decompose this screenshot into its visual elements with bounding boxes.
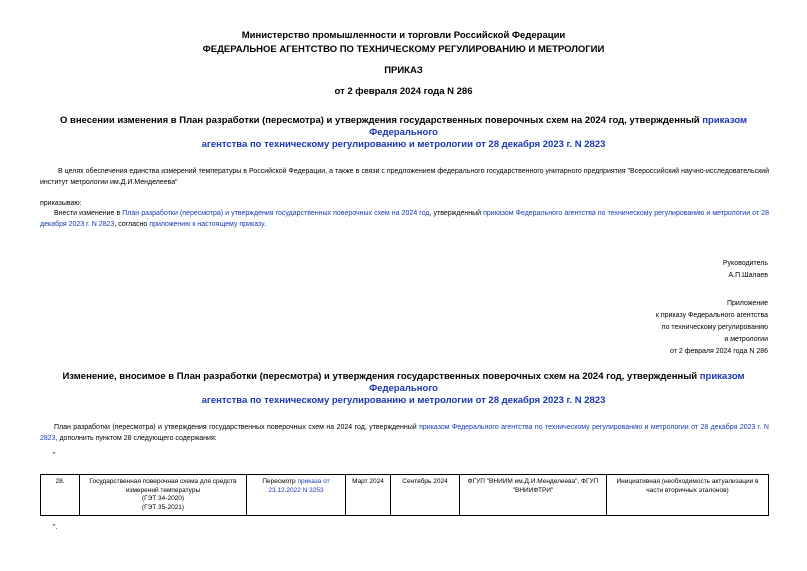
agency-name: ФЕДЕРАЛЬНОЕ АГЕНТСТВО ПО ТЕХНИЧЕСКОМУ РЕГУЛИРОВАНИЮ И МЕТРОЛОГИИ	[202, 44, 605, 55]
preamble-paragraph: В целях обеспечения единства измерений температуры в Российской Федерации, а также в связи с предложением федерального государственного унитарного предприятия "Всероссийский научно-исследовательский институт метрологии им.Д.И.Менделеева"	[40, 168, 769, 186]
signature-role: Руководитель	[722, 260, 768, 267]
instruction-text: , утвержденный	[429, 210, 484, 217]
appendix-title	[30, 371, 777, 407]
appendix-order-link-cont[interactable]: г. N 2823	[40, 424, 769, 442]
cell-number: 28.	[41, 475, 80, 516]
instruction-text: Внести изменение в	[54, 210, 123, 217]
appendix-order-link[interactable]: приказом Федерального агентства по техническому регулированию и метрологии от 28 декабря 2023	[419, 424, 756, 431]
cell-developers: ФГУП "ВНИИМ им.Д.И.Менделеева", ФГУП "ВНИИФТРИ"	[460, 475, 607, 516]
quote-close: ".	[53, 524, 58, 531]
order-label: ПРИКАЗ	[384, 65, 423, 76]
cell-end-date: Сентябрь 2024	[391, 475, 460, 516]
appendix-ref-line: и метрологии	[724, 336, 768, 343]
order-title	[30, 115, 777, 151]
appendix-reference	[656, 298, 768, 358]
work-type-text: Пересмотр	[262, 478, 298, 485]
instruction-paragraph	[40, 208, 769, 230]
title-text: О внесении изменения в План разработки (пересмотра) и утверждения государственных поверочных схем на 2024 год, утвержденный	[59, 115, 703, 126]
appendix-ref-line: Приложение	[726, 300, 768, 307]
scheme-name-line: измерений температуры	[125, 486, 201, 494]
cell-work-type	[247, 475, 346, 516]
cell-scheme-name	[80, 475, 247, 516]
order-date: от 2 февраля 2024 года N 286	[334, 86, 473, 97]
scheme-name-line: (ГЭТ 35-2021)	[141, 503, 185, 511]
scheme-name-line: (ГЭТ 34-2020)	[141, 495, 185, 502]
instruction-text: .	[263, 221, 266, 228]
order-link[interactable]: приказом Федерального агентства по техническому регулированию и метрологии от 28 декабря 2023 г. N 2823	[40, 210, 769, 228]
signature-block	[723, 258, 768, 282]
appendix-text: План разработки (пересмотра) и утверждения государственных поверочных схем на 2024 год, утвержденный	[54, 424, 420, 431]
order-word: приказываю:	[40, 200, 82, 207]
ministry-name: Министерство промышленности и торговли Российской Федерации	[241, 30, 566, 41]
appendix-ref-line: к приказу Федерального агентства	[655, 312, 768, 319]
quote-open: "	[53, 452, 56, 459]
title-link-order-cont[interactable]: агентства по техническому регулированию и метрологии от 28 декабря 2023 г. N 2823	[201, 139, 606, 150]
appendix-ref-line: по техническому регулированию	[661, 324, 768, 331]
scheme-name-line: Государственная поверочная схема для средств	[89, 478, 237, 485]
plan-table	[40, 474, 769, 516]
plan-link[interactable]: План разработки (пересмотра) и утверждения государственных поверочных схем на 2024 год	[122, 210, 430, 217]
appendix-title-link[interactable]: приказом Федерального	[369, 371, 745, 394]
appendix-title-text: Изменение, вносимое в План разработки (пересмотра) и утверждения государственных поверочных схем на 2024 год, утвержденный	[62, 371, 700, 382]
appendix-paragraph	[40, 422, 769, 444]
appendix-title-link-cont[interactable]: агентства по техническому регулированию и метрологии от 28 декабря 2023 г. N 2823	[201, 395, 606, 406]
table-row	[41, 475, 769, 516]
appendix-text: , дополнить пунктом 28 следующего содержания:	[55, 435, 217, 442]
appendix-link[interactable]: приложению к настоящему приказу	[149, 221, 264, 228]
cell-reason: Инициативная (необходимость актуализации в части вторичных эталонов)	[607, 475, 769, 516]
cell-start-date: Март 2024	[346, 475, 391, 516]
work-order-link-cont[interactable]: 23.12.2022 N 3253	[268, 486, 324, 494]
signature-name: А.П.Шалаев	[728, 272, 768, 279]
title-link-order[interactable]: приказом Федерального	[369, 115, 748, 138]
appendix-ref-line: от 2 февраля 2024 года N 286	[670, 348, 768, 355]
work-order-link[interactable]: приказа от	[297, 478, 330, 485]
instruction-text: , согласно	[114, 221, 150, 228]
